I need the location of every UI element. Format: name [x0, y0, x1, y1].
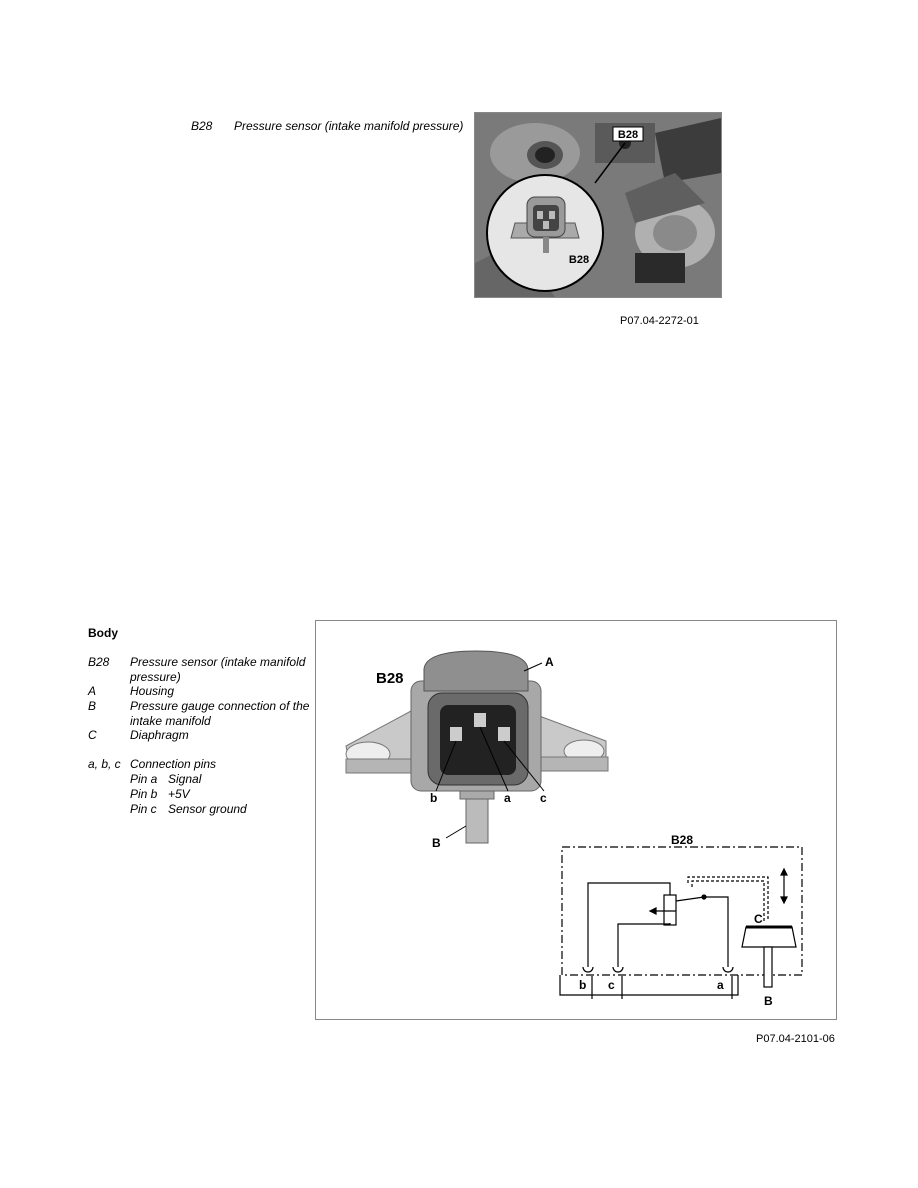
sensor-label-b28: B28 [376, 670, 404, 687]
pin-key: Pin a [130, 772, 158, 786]
pin-key: Pin c [130, 802, 157, 816]
housing-label-a: A [545, 655, 554, 669]
legend-value: Connection pins [130, 757, 217, 771]
section-heading-body: Body [88, 626, 118, 640]
pin-value: Sensor ground [168, 802, 247, 816]
photo-label-b28: B28 [617, 129, 639, 141]
pin-label-a: a [504, 791, 511, 805]
schematic-title-b28: B28 [670, 833, 694, 847]
sensor-diagram [315, 620, 837, 1020]
legend-key: C [88, 728, 97, 742]
pin-value: Signal [168, 772, 202, 786]
pin-label-b: b [430, 791, 438, 805]
legend-value: Pressure sensor (intake manifold pressure) [130, 655, 306, 684]
pin-key: Pin b [130, 787, 158, 801]
legend-value: Pressure gauge connection of the intake manifold [130, 699, 310, 728]
schematic-label-b: B [764, 994, 773, 1008]
pin-value: +5V [168, 787, 190, 801]
figure-code-top: P07.04-2272-01 [620, 315, 699, 327]
schematic-pin-b: b [579, 978, 587, 992]
schematic-label-c: C [754, 912, 763, 926]
legend-key: A [88, 684, 97, 698]
engine-bay-photo [474, 112, 722, 298]
engine-bay-illustration [475, 113, 721, 297]
legend-text-pressure-sensor: Pressure sensor (intake manifold pressure) [234, 119, 464, 133]
legend-code-b28: B28 [191, 119, 213, 133]
legend-key: B28 [88, 655, 110, 669]
schematic-pin-c: c [608, 978, 615, 992]
schematic-pin-a: a [717, 978, 724, 992]
figure-code-bottom: P07.04-2101-06 [756, 1033, 835, 1045]
legend-value: Housing [130, 684, 175, 698]
pin-label-c: c [540, 791, 547, 805]
sensor-illustration [316, 621, 836, 1019]
legend-key: B [88, 699, 97, 713]
inset-label-b28: B28 [568, 254, 590, 266]
legend-value: Diaphragm [130, 728, 189, 742]
connection-label-b: B [432, 836, 441, 850]
sensor-schematic [560, 847, 802, 999]
legend-key: a, b, c [88, 757, 121, 771]
